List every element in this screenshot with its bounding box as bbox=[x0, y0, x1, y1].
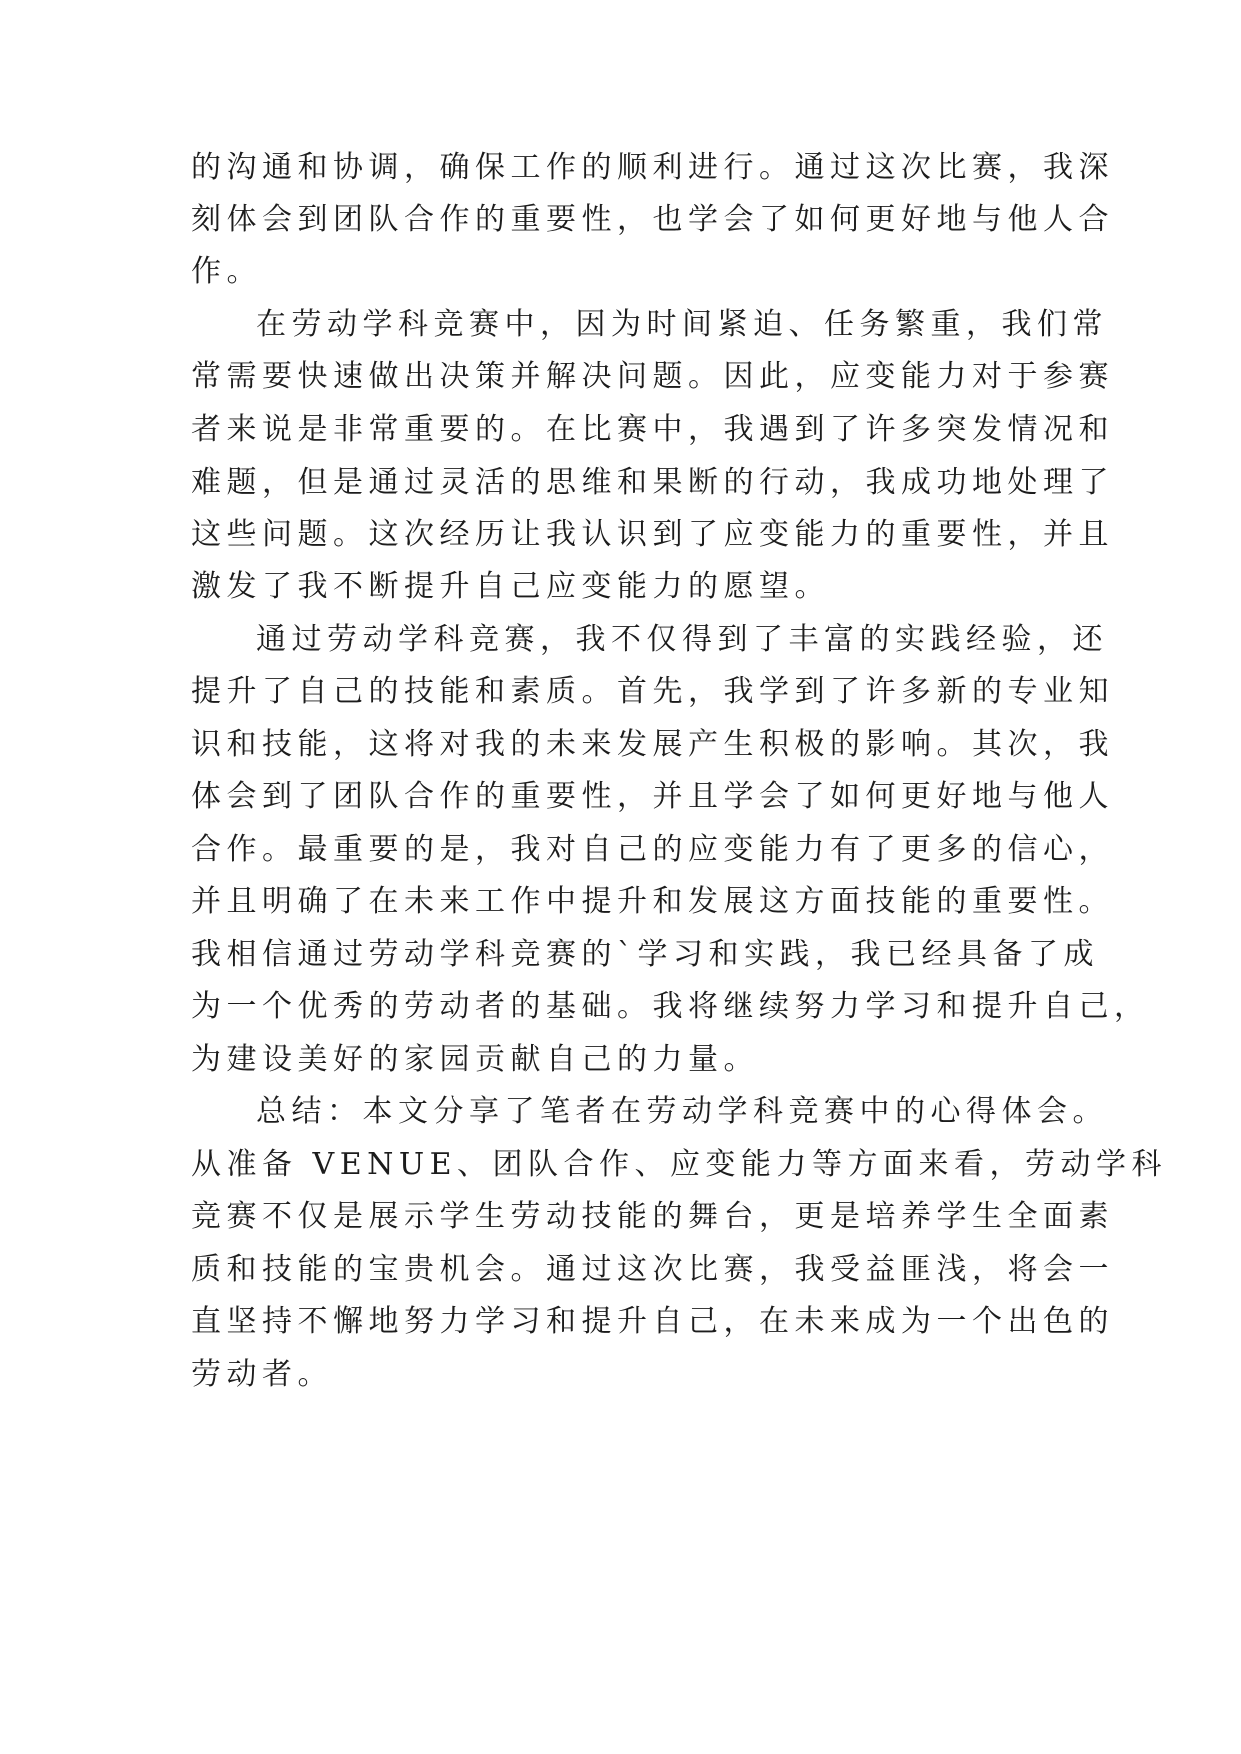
text-line: 合作。最重要的是，我对自己的应变能力有了更多的信心， bbox=[191, 832, 1114, 867]
text-line: 常需要快速做出决策并解决问题。因此，应变能力对于参赛 bbox=[191, 359, 1114, 394]
text-line: 质和技能的宝贵机会。通过这次比赛，我受益匪浅，将会一 bbox=[191, 1252, 1114, 1287]
text-line: 为建设美好的家园贡献自己的力量。 bbox=[191, 1042, 759, 1077]
text-line: 为一个优秀的劳动者的基础。我将继续努力学习和提升自己， bbox=[191, 989, 1150, 1024]
text-line: 劳动者。 bbox=[191, 1357, 333, 1392]
text-line: 在劳动学科竞赛中，因为时间紧迫、任务繁重，我们常 bbox=[256, 307, 1108, 342]
text-line: 竞赛不仅是展示学生劳动技能的舞台，更是培养学生全面素 bbox=[191, 1199, 1114, 1234]
text-line: 提升了自己的技能和素质。首先，我学到了许多新的专业知 bbox=[191, 674, 1114, 709]
text-line: 难题，但是通过灵活的思维和果断的行动，我成功地处理了 bbox=[191, 465, 1114, 500]
text-line: 我相信通过劳动学科竞赛的`学习和实践，我已经具备了成 bbox=[191, 937, 1099, 972]
text-line: 总结：本文分享了笔者在劳动学科竞赛中的心得体会。 bbox=[256, 1094, 1108, 1129]
text-line: 激发了我不断提升自己应变能力的愿望。 bbox=[191, 569, 830, 604]
text-line: 作。 bbox=[191, 254, 262, 289]
text-line: 并且明确了在未来工作中提升和发展这方面技能的重要性。 bbox=[191, 884, 1114, 919]
text-line: 者来说是非常重要的。在比赛中，我遇到了许多突发情况和 bbox=[191, 412, 1114, 447]
text-line: 这些问题。这次经历让我认识到了应变能力的重要性，并且 bbox=[191, 517, 1114, 552]
text-line: 从准备 VENUE、团队合作、应变能力等方面来看，劳动学科 bbox=[191, 1147, 1168, 1182]
text-line: 直坚持不懈地努力学习和提升自己，在未来成为一个出色的 bbox=[191, 1304, 1114, 1339]
text-line: 识和技能，这将对我的未来发展产生积极的影响。其次，我 bbox=[191, 727, 1114, 762]
text-line: 刻体会到团队合作的重要性，也学会了如何更好地与他人合 bbox=[191, 202, 1114, 237]
text-line: 通过劳动学科竞赛，我不仅得到了丰富的实践经验，还 bbox=[256, 622, 1108, 657]
text-line: 体会到了团队合作的重要性，并且学会了如何更好地与他人 bbox=[191, 779, 1114, 814]
text-line: 的沟通和协调，确保工作的顺利进行。通过这次比赛，我深 bbox=[191, 150, 1114, 185]
